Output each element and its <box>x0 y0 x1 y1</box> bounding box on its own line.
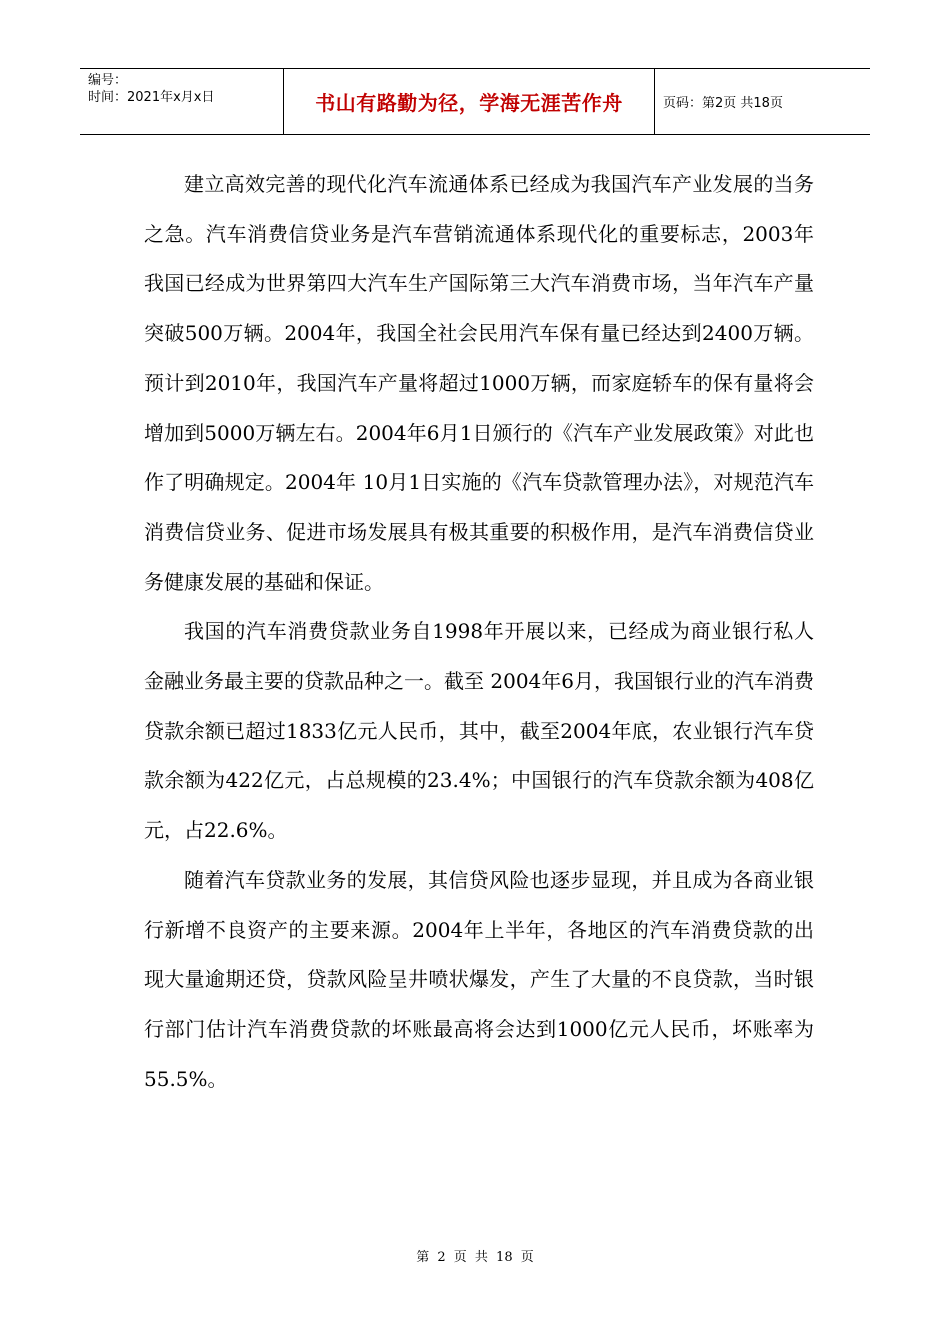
header-page-info: 页码：第2页 共18页 <box>663 96 783 111</box>
document-number-label: 编号： <box>88 73 128 88</box>
header-meta <box>80 69 283 134</box>
document-date: 时间：2021年x月x日 <box>88 90 215 105</box>
body-paragraph-1: 建立高效完善的现代化汽车流通体系已经成为我国汽车产业发展的当务之急。汽车消费信贷业务是汽车营销流通体系现代化的重要标志，2003年我国已经成为世界第四大汽车生产国际第三大汽车消费市场，当年汽车产量突破500万辆。2004年，我国全社会民用汽车保有量已经达到2400万辆。预计到2010年，我国汽车产量将超过1000万辆，而家庭轿车的保有量将会增加到5000万辆左右。2004年6月1日颁行的《汽车产业发展政策》对此也作了明确规定。2004年 10月1日实施的《汽车贷款管理办法》，对规范汽车消费信贷业务、促进市场发展具有极其重要的积极作用，是汽车消费信贷业务健康发展的基础和保证。 <box>144 172 814 594</box>
document-body <box>144 160 814 1104</box>
page-footer: 第 2 页 共 18 页 <box>416 1250 534 1265</box>
body-paragraph-2: 我国的汽车消费贷款业务自1998年开展以来，已经成为商业银行私人金融业务最主要的贷款品种之一。截至 2004年6月，我国银行业的汽车消费贷款余额已超过1833亿元人民币，其中，截至2004年底，农业银行汽车贷款余额为422亿元，占总规模的23.4%；中国银行的汽车贷款余额为408亿元，占22.6%。 <box>144 619 814 843</box>
body-paragraph-3: 随着汽车贷款业务的发展，其信贷风险也逐步显现，并且成为各商业银行新增不良资产的主要来源。2004年上半年，各地区的汽车消费贷款的出现大量逾期还贷，贷款风险呈井喷状爆发，产生了大量的不良贷款，当时银行部门估计汽车消费贷款的坏账最高将会达到1000亿元人民币，坏账率为55.5%。 <box>144 867 814 1091</box>
header-motto: 书山有路勤为径，学海无涯苦作舟 <box>283 69 655 134</box>
page-header <box>80 68 870 135</box>
